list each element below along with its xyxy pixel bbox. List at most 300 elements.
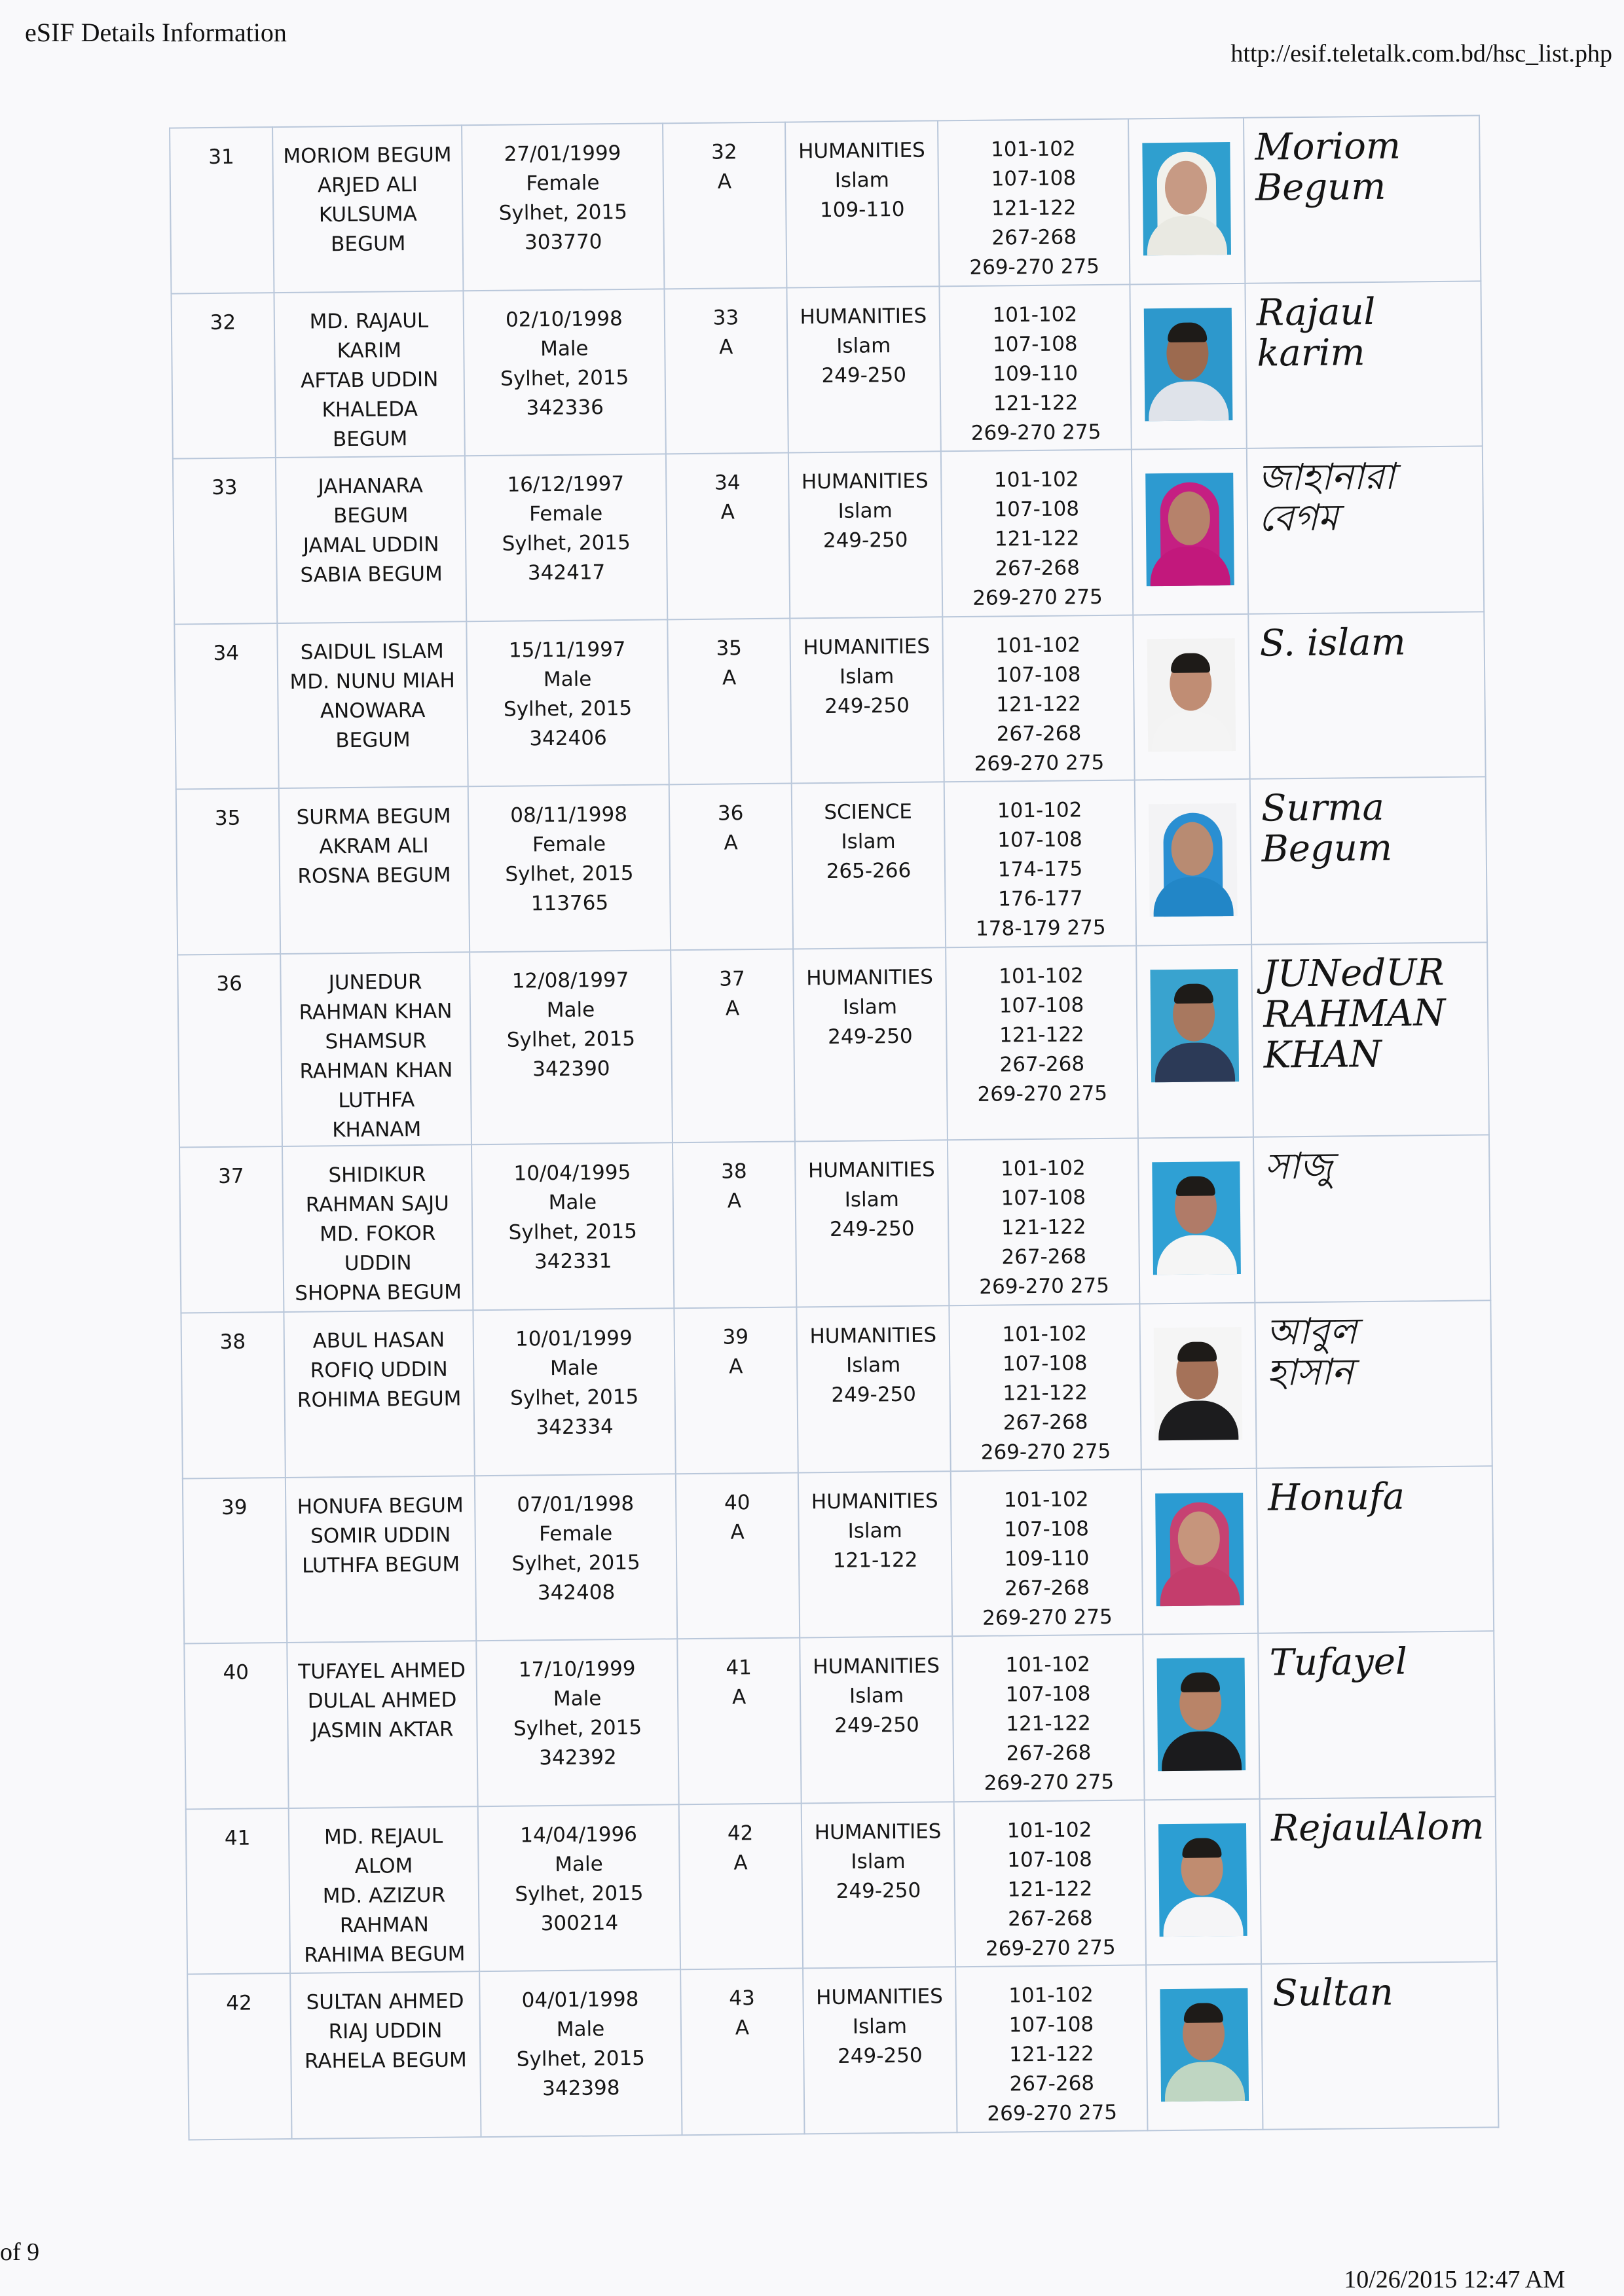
name-line: ABUL HASAN [312,1328,445,1353]
source-url: http://esif.teletalk.com.bd/hsc_list.php [1230,40,1612,67]
name-line: KARIM [337,338,402,363]
subject-code: 121-122 [991,196,1077,221]
name-line: TUFAYEL AHMED [298,1658,466,1684]
detail-line: Sylhet, 2015 [502,530,631,556]
details-cell [479,1970,682,2138]
table-body [170,115,1498,2140]
photo-cell [1146,1964,1263,2130]
subject-code: 267-268 [1006,1741,1092,1766]
signature-cell [1257,1466,1494,1633]
group-line: 249-250 [827,1024,913,1049]
group-line: HUMANITIES [809,1323,937,1349]
details-cell [476,1639,678,1806]
subject-code: 121-122 [999,1023,1084,1048]
subjects-cell [946,945,1138,1140]
detail-line: Male [540,337,589,361]
names-cell [280,952,471,1146]
serial-cell [174,623,278,790]
detail-line: Sylhet, 2015 [509,1385,639,1410]
names-cell [279,787,470,954]
detail-line: Male [543,667,592,691]
subjects-cell [955,1965,1147,2133]
detail-line: 14/04/1996 [520,1822,638,1848]
subject-code: 107-108 [992,331,1078,357]
serial-cell [186,1808,290,1975]
name-line: AKRAM ALI [319,834,429,859]
serial-number: 36 [216,972,242,996]
subject-code: 101-102 [990,137,1076,162]
table-row [183,1466,1494,1644]
code-line: 37 [719,967,745,991]
photo-hair [1177,1341,1217,1362]
serial-number: 31 [208,145,234,170]
serial-cell [187,1973,291,2140]
student-photo [1150,969,1239,1082]
detail-line: Sylhet, 2015 [503,696,633,721]
document-title: eSIF Details Information [25,18,287,47]
code-line: A [725,996,740,1021]
serial-cell [181,1312,285,1478]
subject-code: 178-179 275 [975,916,1106,941]
table-row [187,1962,1498,2140]
table-row [186,1796,1497,1975]
serial-cell [171,293,275,459]
detail-line: 10/01/1999 [515,1326,633,1351]
handwritten-signature: Begum [1255,165,1386,210]
detail-line: Sylhet, 2015 [513,1715,642,1741]
detail-line: 342390 [532,1057,610,1082]
subject-code: 107-108 [1008,2013,1094,2037]
serial-number: 39 [221,1495,248,1520]
group-cell [802,1802,955,1969]
group-line: 249-250 [822,528,908,553]
subject-code: 107-108 [1002,1351,1088,1376]
code-line: A [727,1189,742,1213]
photo-hair [1182,1838,1221,1858]
code-line: A [730,1520,745,1544]
group-line: 249-250 [824,693,910,718]
serial-cell [173,458,277,624]
subject-code: 176-177 [997,886,1083,911]
student-photo [1160,1988,1249,2102]
table-row [184,1631,1495,1809]
detail-line: Sylhet, 2015 [506,1027,636,1052]
student-photo [1144,308,1233,421]
group-line: 121-122 [832,1548,918,1573]
code-line: A [717,170,732,194]
subjects-cell [942,615,1134,782]
code-line: 32 [711,140,737,164]
group-line: Islam [834,168,890,192]
name-line: MD. NUNU MIAH [289,668,456,694]
subject-code: 267-268 [996,721,1082,746]
subjects-cell [949,1303,1141,1470]
handwritten-signature: Sultan [1272,1971,1394,2015]
group-line: HUMANITIES [798,138,925,164]
group-line: Islam [846,1353,901,1377]
code-line: 34 [714,471,741,495]
subject-code: 121-122 [994,526,1080,551]
name-line: AFTAB UDDIN [301,367,439,393]
photo-cell [1138,1137,1255,1303]
subject-code: 121-122 [1001,1215,1086,1240]
group-cell [795,1140,949,1307]
subject-code: 101-102 [1002,1322,1088,1347]
detail-line: Sylhet, 2015 [508,1220,638,1245]
subject-code: 107-108 [1001,1186,1086,1211]
code-cell [663,122,786,289]
subject-code: 107-108 [994,497,1080,522]
detail-line: 04/01/1998 [521,1988,639,2013]
subject-code: 109-110 [993,361,1079,386]
subject-code: 101-102 [993,467,1079,492]
code-line: 36 [717,801,744,826]
names-cell [290,1971,481,2138]
details-cell [470,950,673,1145]
detail-line: Sylhet, 2015 [498,200,628,225]
code-line: A [720,500,735,524]
serial-number: 42 [226,1991,252,2016]
table-row [171,281,1482,459]
photo-hair [1184,2003,1223,2024]
photo-hair [1168,322,1207,342]
name-line: RAHMAN SAJU [305,1192,450,1218]
detail-line: Sylhet, 2015 [511,1550,640,1576]
name-line: KULSUMA [318,202,417,227]
subjects-cell [944,780,1136,947]
detail-line: 12/08/1997 [511,968,629,993]
code-line: A [735,2016,750,2040]
detail-line: Male [546,998,595,1022]
group-cell [792,782,946,949]
name-line: BEGUM [335,727,411,752]
detail-line: 342406 [529,725,607,751]
detail-line: Male [555,1852,603,1876]
table-row [179,1135,1490,1313]
serial-number: 34 [213,641,240,665]
group-line: Islam [841,829,896,854]
group-line: HUMANITIES [811,1489,938,1514]
subject-code: 121-122 [1006,1711,1091,1736]
photo-cell [1143,1633,1259,1800]
group-cell [786,286,940,453]
detail-line: 342336 [526,395,604,420]
serial-cell [179,1146,284,1313]
handwritten-signature: Rajaul [1256,290,1376,335]
name-line: JUNEDUR [328,970,422,995]
handwritten-signature: JUNedUR [1263,951,1445,996]
group-line: Islam [844,1188,900,1212]
group-line: 249-250 [837,2043,923,2069]
subject-code: 107-108 [995,662,1081,687]
subject-code: 267-268 [1001,1245,1087,1269]
subject-code: 269-270 275 [985,1935,1116,1961]
name-line: SHAMSUR [325,1029,427,1054]
group-cell [800,1636,953,1803]
detail-line: 342331 [534,1249,612,1274]
subject-code: 267-268 [999,1052,1085,1077]
detail-line: 342392 [539,1745,617,1770]
subject-code: 107-108 [1005,1682,1091,1707]
student-photo [1149,803,1238,917]
detail-line: Female [532,832,606,857]
photo-cell [1130,283,1246,449]
handwritten-signature: Moriom [1255,124,1401,169]
detail-line: 07/01/1998 [517,1491,635,1517]
subject-code: 107-108 [997,828,1082,852]
code-cell [671,949,795,1142]
subject-code: 269-270 275 [977,1081,1108,1106]
names-cell [284,1310,474,1477]
name-line: ALOM [354,1853,413,1878]
detail-line: 342408 [537,1580,616,1605]
code-line: A [724,831,738,855]
code-cell [666,453,790,619]
signature-cell [1247,446,1484,614]
detail-line: Sylhet, 2015 [500,365,629,391]
student-photo [1157,1658,1246,1771]
name-line: MD. FOKOR [320,1222,436,1247]
photo-face [1177,1511,1220,1565]
name-line: KHALEDA [322,397,418,422]
subject-code: 121-122 [993,390,1079,416]
group-cell [798,1471,952,1638]
subject-code: 269-270 275 [970,420,1101,445]
name-line: JASMIN AKTAR [311,1717,454,1743]
name-line: HONUFA BEGUM [297,1493,464,1519]
subject-code: 269-270 275 [969,254,1100,280]
group-line: 249-250 [829,1217,915,1242]
subject-code: 267-268 [1005,1575,1090,1601]
signature-cell [1261,1962,1498,2130]
print-timestamp: 10/26/2015 12:47 AM [1344,2266,1565,2293]
handwritten-signature: জাহানারা [1257,455,1395,500]
code-line: 40 [724,1490,750,1515]
group-line: Islam [851,1849,906,1874]
photo-hair [1176,1176,1215,1197]
details-cell [465,454,667,621]
details-cell [463,289,665,456]
code-line: A [719,335,733,359]
group-line: Islam [852,2014,908,2039]
signature-cell [1248,611,1485,779]
detail-line: Sylhet, 2015 [505,862,634,886]
group-cell [788,451,942,618]
signature-cell [1255,1300,1492,1468]
subject-code: 174-175 [997,857,1083,882]
subject-code: 101-102 [1000,1156,1086,1181]
detail-line: Sylhet, 2015 [515,1881,644,1906]
names-cell [286,1476,476,1643]
detail-line: 16/12/1997 [507,472,625,497]
photo-shoulders [1162,1731,1242,1771]
group-line: Islam [839,664,895,689]
table-row [177,942,1489,1148]
group-cell [796,1305,950,1472]
details-cell [473,1308,675,1475]
subject-code: 107-108 [1004,1516,1090,1542]
group-line: Islam [836,333,891,358]
student-photo [1158,1823,1247,1937]
name-line: UDDIN [344,1251,412,1276]
group-line: HUMANITIES [800,304,927,329]
name-line: RAHELA BEGUM [304,2048,467,2074]
code-cell [673,1142,796,1308]
handwritten-signature: Tufayel [1269,1640,1408,1685]
name-line: SHOPNA BEGUM [295,1280,462,1306]
name-line: ROSNA BEGUM [297,863,451,889]
name-line: RAHMAN [339,1912,430,1937]
subject-code: 101-102 [992,302,1078,327]
name-line: RAHIMA BEGUM [304,1942,466,1967]
detail-line: Sylhet, 2015 [516,2047,646,2071]
handwritten-signature: S. islam [1259,621,1407,665]
subject-code: 267-268 [995,556,1080,581]
detail-line: 08/11/1998 [510,803,628,828]
signature-cell [1245,281,1482,448]
serial-cell [183,1478,287,1644]
subject-code: 107-108 [999,993,1084,1018]
group-line: 249-250 [831,1382,917,1408]
photo-face [1165,160,1208,215]
subject-code: 109-110 [1004,1546,1090,1571]
signature-cell [1258,1631,1495,1798]
photo-face [1168,492,1210,546]
detail-line: 15/11/1997 [508,637,626,663]
group-line: Islam [849,1684,904,1708]
group-line: HUMANITIES [807,1157,935,1183]
name-line: MD. AZIZUR [322,1883,446,1908]
group-line: HUMANITIES [813,1654,940,1679]
photo-shoulders [1164,2062,1245,2102]
serial-number: 38 [219,1330,246,1354]
serial-cell [177,954,282,1148]
photo-cell [1133,614,1249,780]
subject-code: 267-268 [1003,1410,1088,1435]
signature-cell [1250,777,1487,945]
details-cell [471,1143,674,1310]
handwritten-signature: RejaulAlom [1270,1805,1485,1850]
photo-cell [1145,1798,1261,1965]
serial-number: 37 [218,1165,244,1189]
photo-shoulders [1149,381,1229,421]
detail-line: Male [548,1190,597,1215]
subject-code: 269-270 275 [982,1605,1113,1630]
name-line: BEGUM [333,503,409,528]
subject-code: 107-108 [1007,1847,1092,1872]
names-cell [276,456,466,623]
subject-code: 101-102 [1005,1652,1091,1677]
handwritten-signature: হাসান [1266,1351,1354,1394]
subject-code: 269-270 275 [984,1770,1115,1795]
group-line: HUMANITIES [803,634,931,660]
detail-line: 303770 [524,230,602,255]
group-cell [793,947,948,1142]
code-cell [680,1969,804,2136]
name-line: KHANAM [332,1117,422,1142]
subject-code: 121-122 [996,691,1081,717]
photo-shoulders [1158,1400,1239,1440]
name-line: MD. RAJAUL [309,308,429,334]
detail-line: 342398 [542,2076,620,2101]
group-cell [803,1967,957,2134]
group-line: SCIENCE [824,800,913,825]
serial-cell [184,1643,288,1809]
names-cell [277,621,468,788]
names-cell [289,1806,479,1973]
signature-cell [1251,942,1489,1137]
name-line: ANOWARA [320,698,426,723]
subject-code: 269-270 275 [974,750,1105,776]
handwritten-signature: RAHMAN [1263,991,1446,1036]
subjects-cell [938,119,1130,286]
names-cell [272,125,463,292]
photo-hair [1181,1672,1220,1692]
group-line: 265-266 [826,859,912,884]
code-cell [669,784,793,950]
code-cell [674,1307,798,1474]
detail-line: 10/04/1995 [513,1161,631,1186]
photo-cell [1141,1468,1258,1634]
code-line: 41 [726,1656,752,1680]
table-row [181,1300,1492,1478]
student-photo [1147,638,1236,752]
student-photo [1145,473,1234,586]
name-line: LUTHFA BEGUM [301,1552,460,1578]
photo-hair [1174,983,1213,1004]
serial-number: 40 [223,1660,249,1685]
name-line: SHIDIKUR [328,1163,426,1188]
name-line: BEGUM [330,232,406,257]
table-row [173,446,1484,625]
code-line: 42 [727,1821,754,1846]
name-line: SOMIR UDDIN [310,1523,451,1548]
subject-code: 101-102 [999,964,1084,989]
code-cell [676,1472,800,1639]
subjects-cell [939,284,1131,451]
group-line: Islam [838,499,893,523]
handwritten-signature: Surma [1261,786,1385,830]
detail-line: 02/10/1998 [505,306,623,332]
details-cell [468,785,671,952]
student-photo [1152,1161,1241,1275]
handwritten-signature: আবুল [1266,1310,1357,1354]
name-line: MD. REJAUL [323,1824,443,1850]
group-cell [790,617,944,784]
code-line: 39 [722,1325,749,1349]
handwritten-signature: Begum [1261,826,1393,871]
table-row [174,611,1485,790]
code-line: 43 [729,1986,755,2011]
name-line: JAHANARA [318,474,424,499]
code-line: A [733,1850,748,1875]
detail-line: Female [538,1521,613,1546]
details-cell [462,123,664,290]
name-line: ROHIMA BEGUM [297,1387,462,1412]
serial-number: 41 [224,1826,251,1850]
group-line: 249-250 [834,1713,919,1738]
subject-code: 269-270 275 [987,2101,1118,2126]
student-photo [1155,1493,1244,1606]
group-line: 109-110 [819,197,905,223]
subject-code: 121-122 [1007,1876,1093,1902]
name-line: RAHMAN KHAN [299,999,452,1025]
student-photo [1142,142,1231,255]
code-cell [677,1638,801,1804]
name-line: RAHMAN KHAN [299,1058,453,1084]
handwritten-signature: KHAN [1263,1032,1382,1077]
photo-shoulders [1163,1897,1244,1937]
